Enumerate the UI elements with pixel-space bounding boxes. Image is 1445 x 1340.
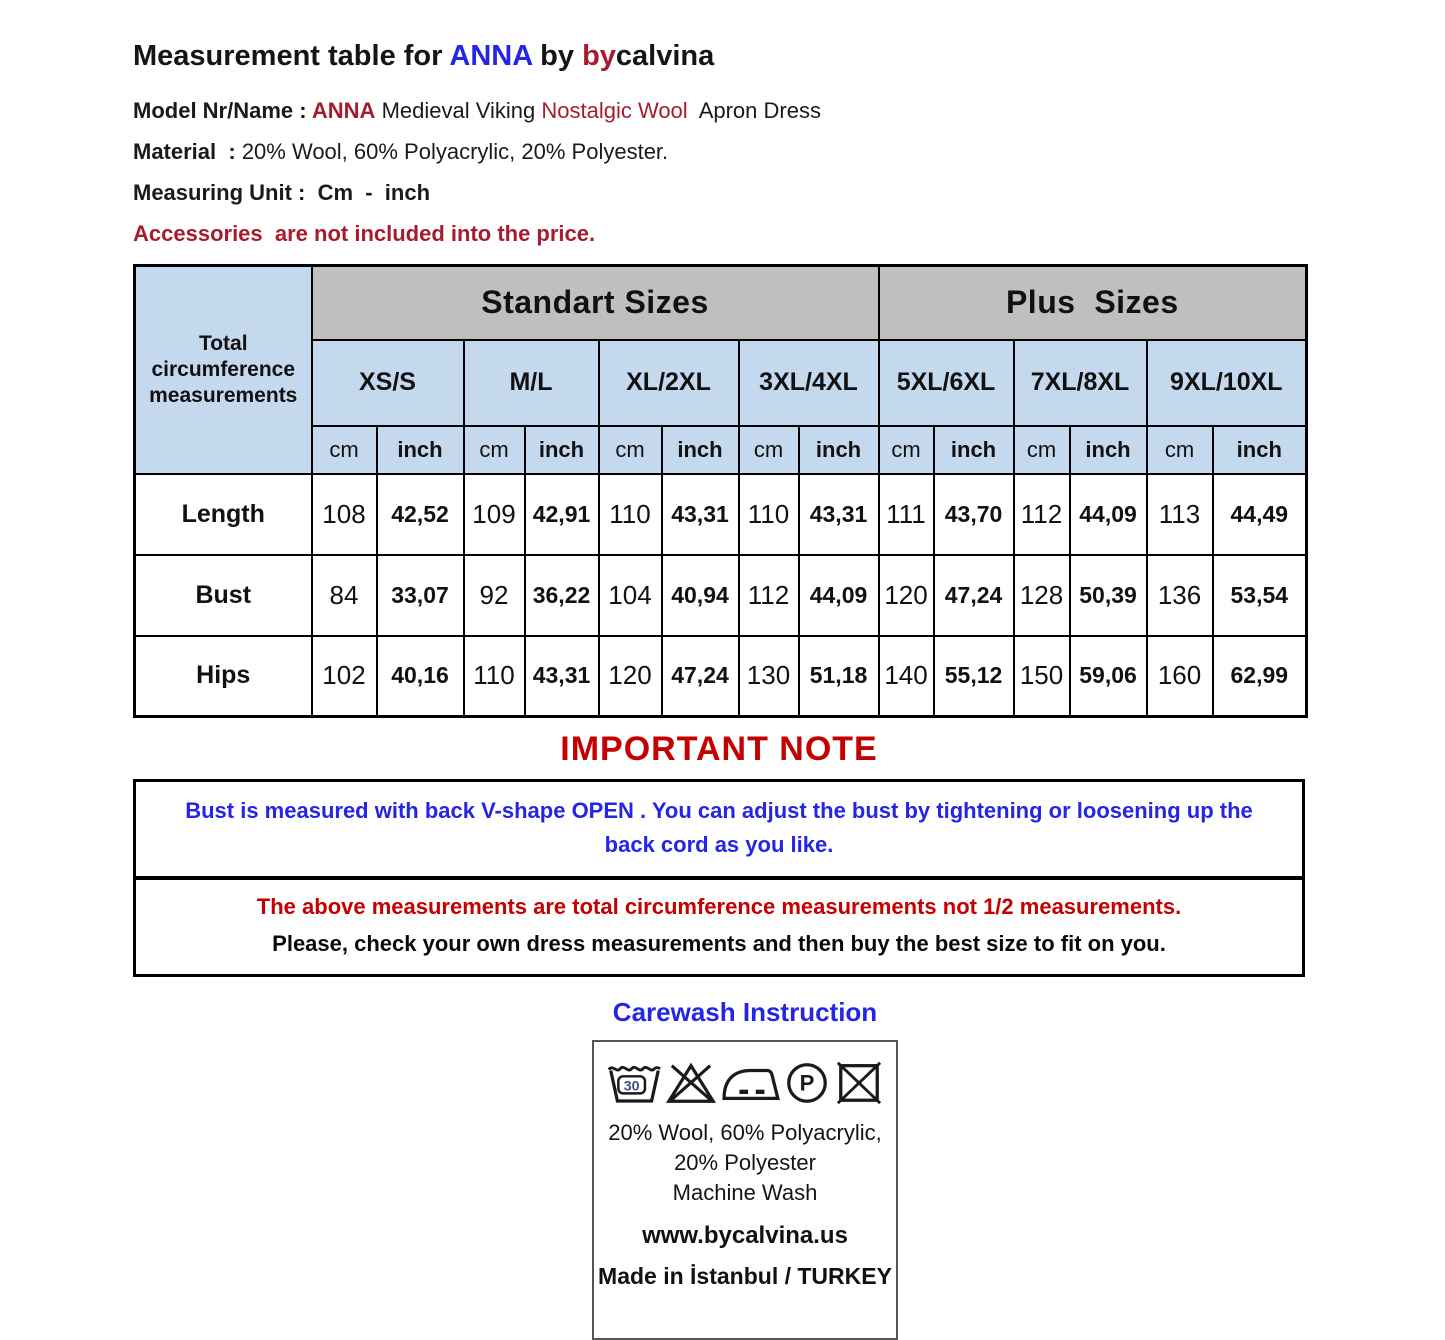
- size-header-7xl-8xl: 7XL/8XL: [1014, 340, 1147, 426]
- unit-header-inch: inch: [662, 426, 739, 474]
- red-note: The above measurements are total circumference measurements not 1/2 measurements.: [256, 894, 1182, 919]
- svg-text:P: P: [799, 1070, 814, 1096]
- measurement-cell: 120: [879, 555, 934, 636]
- measurement-cell: 44,49: [1213, 474, 1307, 555]
- unit-header-cm: cm: [879, 426, 934, 474]
- measurement-cell: 42,91: [525, 474, 599, 555]
- model-desc2: Apron Dress: [687, 98, 821, 123]
- svg-text:30: 30: [623, 1078, 640, 1095]
- measurement-cell: 111: [879, 474, 934, 555]
- measurement-cell: 51,18: [799, 636, 879, 717]
- measurement-cell: 62,99: [1213, 636, 1307, 717]
- title-prefix: Measurement table for: [133, 40, 450, 72]
- measurement-cell: 43,31: [799, 474, 879, 555]
- carewash-section: [592, 997, 898, 1340]
- unit-header-inch: inch: [377, 426, 464, 474]
- composition-line-2: 20% Polyester: [674, 1150, 816, 1175]
- table-corner-header: Total circumference measurements: [135, 266, 312, 474]
- measurement-cell: 109: [464, 474, 525, 555]
- unit-header-cm: cm: [739, 426, 799, 474]
- measurement-cell: 43,31: [525, 636, 599, 717]
- measuring-unit-value: Cm - inch: [317, 180, 431, 205]
- measurement-cell: 44,09: [1070, 474, 1147, 555]
- material-line: [133, 138, 1305, 165]
- row-label-length: Length: [135, 474, 312, 555]
- material-label: Material :: [133, 139, 242, 164]
- measuring-unit-label: Measuring Unit :: [133, 180, 318, 205]
- unit-header-cm: cm: [1014, 426, 1070, 474]
- measurement-cell: 104: [599, 555, 662, 636]
- measurement-cell: 110: [599, 474, 662, 555]
- unit-header-inch: inch: [525, 426, 599, 474]
- measurement-cell: 47,24: [662, 636, 739, 717]
- measurement-cell: 140: [879, 636, 934, 717]
- measurement-cell: 50,39: [1070, 555, 1147, 636]
- size-header-9xl-10xl: 9XL/10XL: [1147, 340, 1307, 426]
- row-label-bust: Bust: [135, 555, 312, 636]
- carewash-heading: Carewash Instruction: [612, 997, 878, 1027]
- unit-header-inch: inch: [1213, 426, 1307, 474]
- title-middle: by: [532, 40, 583, 72]
- measurement-cell: 108: [312, 474, 377, 555]
- size-header-3xl-4xl: 3XL/4XL: [739, 340, 879, 426]
- important-note-box: [133, 779, 1305, 977]
- model-name: ANNA: [311, 98, 376, 123]
- unit-header-cm: cm: [464, 426, 525, 474]
- care-label-box: [592, 1040, 898, 1340]
- measurement-cell: 43,70: [934, 474, 1014, 555]
- important-note-heading: IMPORTANT NOTE: [560, 730, 878, 768]
- measurement-cell: 53,54: [1213, 555, 1307, 636]
- measurement-cell: 110: [739, 474, 799, 555]
- measurement-cell: 130: [739, 636, 799, 717]
- measuring-unit-line: [133, 179, 1305, 206]
- size-table: [133, 264, 1308, 718]
- unit-header-cm: cm: [599, 426, 662, 474]
- unit-header-cm: cm: [312, 426, 377, 474]
- measurement-cell: 136: [1147, 555, 1213, 636]
- measurement-cell: 128: [1014, 555, 1070, 636]
- measurement-cell: 42,52: [377, 474, 464, 555]
- dry-clean-p-icon: [782, 1058, 832, 1106]
- size-header-m-l: M/L: [464, 340, 599, 426]
- measurement-cell: 84: [312, 555, 377, 636]
- unit-header-inch: inch: [1070, 426, 1147, 474]
- measurement-cell: 59,06: [1070, 636, 1147, 717]
- note-lower-section: [136, 880, 1302, 974]
- page-title: [133, 40, 1305, 73]
- measurement-cell: 112: [739, 555, 799, 636]
- unit-header-inch: inch: [934, 426, 1014, 474]
- model-desc-highlight: Nostalgic Wool: [541, 98, 688, 123]
- website-text: www.bycalvina.us: [642, 1222, 848, 1249]
- model-desc1: Medieval Viking: [375, 98, 542, 123]
- measurement-cell: 47,24: [934, 555, 1014, 636]
- accessories-note: Accessories are not included into the price.: [133, 221, 596, 246]
- iron-icon: [719, 1058, 781, 1106]
- row-label-hips: Hips: [135, 636, 312, 717]
- care-symbols-row: [598, 1058, 892, 1106]
- measurement-cell: 160: [1147, 636, 1213, 717]
- measurement-cell: 112: [1014, 474, 1070, 555]
- measurement-cell: 102: [312, 636, 377, 717]
- measurement-cell: 33,07: [377, 555, 464, 636]
- size-header-xs-s: XS/S: [312, 340, 464, 426]
- do-not-tumble-dry-icon: [833, 1058, 885, 1106]
- model-line: [133, 97, 1305, 124]
- black-note: Please, check your own dress measurements and then buy the best size to fit on you.: [272, 931, 1166, 956]
- title-brand-name: ANNA: [449, 40, 533, 72]
- model-label: Model Nr/Name :: [133, 98, 312, 123]
- do-not-bleach-icon: [664, 1058, 718, 1106]
- measurement-cell: 36,22: [525, 555, 599, 636]
- size-header-xl-2xl: XL/2XL: [599, 340, 739, 426]
- measurement-cell: 110: [464, 636, 525, 717]
- measurement-cell: 150: [1014, 636, 1070, 717]
- measurement-cell: 92: [464, 555, 525, 636]
- group-header-standart: Standart Sizes: [312, 266, 879, 340]
- material-value: 20% Wool, 60% Polyacrylic, 20% Polyester.: [241, 139, 669, 164]
- blue-note: Bust is measured with back V-shape OPEN . You can adjust the bust by tightening or loosening up the back cord as you like.: [136, 782, 1302, 880]
- measurement-cell: 55,12: [934, 636, 1014, 717]
- unit-header-inch: inch: [799, 426, 879, 474]
- origin-text: Made in İstanbul / TURKEY: [598, 1263, 892, 1289]
- wash-30-icon: [606, 1058, 663, 1106]
- title-brand-by: by: [582, 40, 616, 72]
- measurement-cell: 43,31: [662, 474, 739, 555]
- unit-header-cm: cm: [1147, 426, 1213, 474]
- measurement-cell: 40,94: [662, 555, 739, 636]
- measurement-cell: 113: [1147, 474, 1213, 555]
- composition-line-1: 20% Wool, 60% Polyacrylic,: [608, 1120, 882, 1145]
- size-header-5xl-6xl: 5XL/6XL: [879, 340, 1014, 426]
- measurement-cell: 120: [599, 636, 662, 717]
- title-brand-rest: calvina: [615, 40, 715, 72]
- wash-type-line: Machine Wash: [672, 1180, 818, 1205]
- measurement-cell: 44,09: [799, 555, 879, 636]
- group-header-plus: Plus Sizes: [879, 266, 1307, 340]
- measurement-cell: 40,16: [377, 636, 464, 717]
